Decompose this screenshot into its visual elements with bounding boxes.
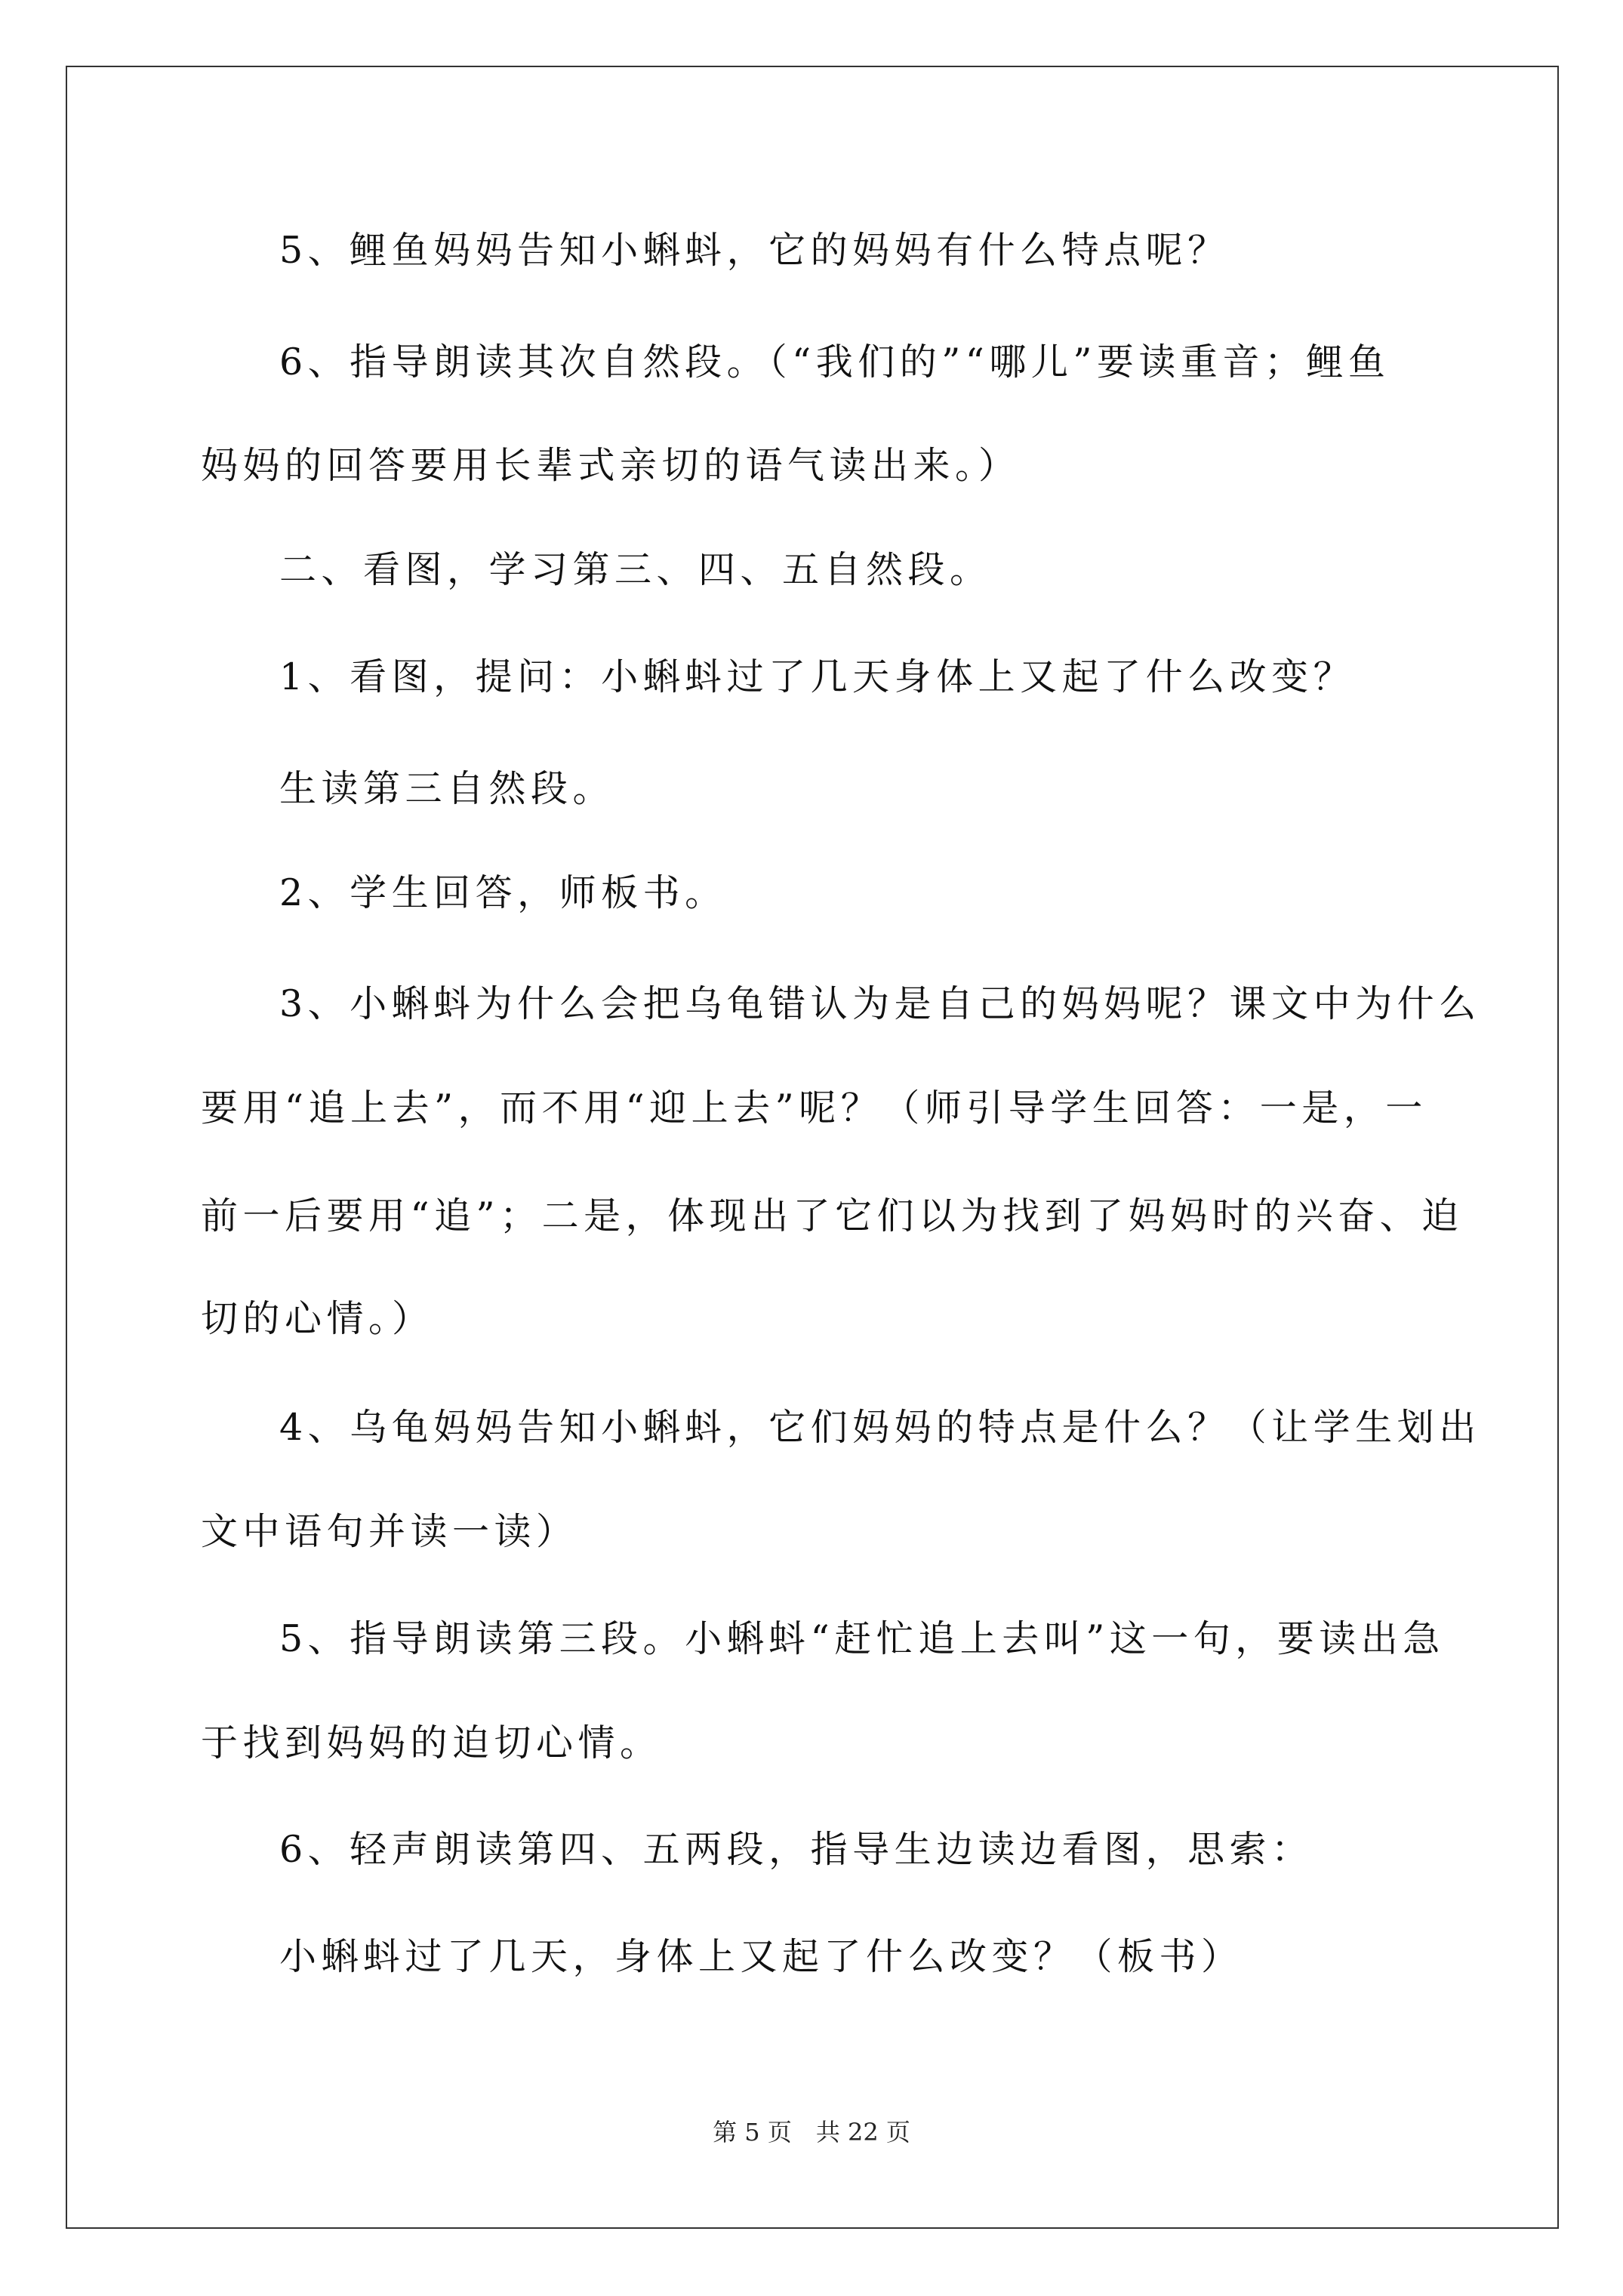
- paragraph-line: 切的心情。）: [201, 1297, 434, 1340]
- paragraph-line: 于找到妈妈的迫切心情。: [201, 1721, 662, 1764]
- paragraph-line: 生读第三自然段。: [279, 767, 615, 810]
- paragraph-line: 6、指导朗读其次自然段。（“我们的”“哪儿”要读重音；鲤鱼: [279, 341, 1390, 384]
- paragraph-line: 1、看图，提问：小蝌蚪过了几天身体上又起了什么改变？: [279, 655, 1356, 698]
- paragraph-line: 要用“追上去”，而不用“迎上去”呢？（师引导学生回答：一是，一: [201, 1086, 1427, 1130]
- paragraph-line: 5、指导朗读第三段。小蝌蚪“赶忙追上去叫”这一句，要读出急: [279, 1617, 1445, 1660]
- paragraph-line: 5、鲤鱼妈妈告知小蝌蚪，它的妈妈有什么特点呢？: [279, 229, 1230, 272]
- paragraph-line: 4、乌龟妈妈告知小蝌蚪，它们妈妈的特点是什么？（让学生划出: [279, 1406, 1481, 1449]
- page-border: [66, 66, 1559, 2229]
- paragraph-line: 3、小蝌蚪为什么会把乌龟错认为是自己的妈妈呢？课文中为什么: [279, 982, 1481, 1025]
- paragraph-line: 妈妈的回答要用长辈式亲切的语气读出来。）: [201, 444, 1021, 487]
- paragraph-line: 小蝌蚪过了几天，身体上又起了什么改变？（板书）: [279, 1935, 1243, 1978]
- paragraph-line: 6、轻声朗读第四、五两段，指导生边读边看图，思索：: [279, 1828, 1313, 1871]
- section-heading: 二、看图，学习第三、四、五自然段。: [279, 548, 992, 591]
- paragraph-line: 前一后要用“追”；二是，体现出了它们以为找到了妈妈时的兴奋、迫: [201, 1194, 1464, 1237]
- paragraph-line: 文中语句并读一读）: [201, 1510, 578, 1553]
- page-number-footer: 第 5 页 共 22 页: [713, 2118, 910, 2147]
- paragraph-line: 2、学生回答，师板书。: [279, 871, 727, 914]
